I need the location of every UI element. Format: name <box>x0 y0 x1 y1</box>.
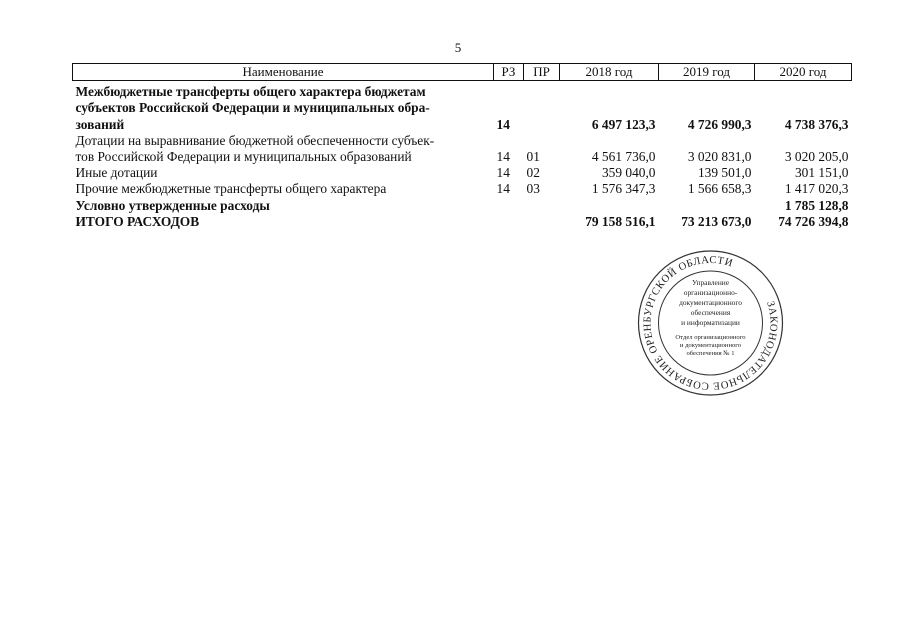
row-2018 <box>560 198 659 214</box>
row-2018: 1 576 347,3 <box>591 181 656 197</box>
row-name-line: Прочие межбюджетные трансферты общего характера <box>75 181 387 197</box>
header-2020: 2020 год <box>755 64 852 81</box>
stamp-inner-line: и информатизации <box>681 318 740 327</box>
header-2018: 2018 год <box>560 64 659 81</box>
page-number: 5 <box>454 40 462 55</box>
table-row <box>73 214 852 230</box>
row-2020: 301 151,0 <box>794 165 849 181</box>
row-rz <box>494 198 524 214</box>
row-2020: 74 726 394,8 <box>778 213 849 229</box>
row-rz: 14 <box>496 116 510 132</box>
row-name-line: субъектов Российской Федерации и муниципальных обра- <box>75 100 430 116</box>
row-rz: 14 <box>496 181 510 197</box>
row-pr <box>524 214 560 230</box>
row-2019 <box>659 198 755 214</box>
row-2020: 1 785 128,8 <box>784 197 849 213</box>
row-name <box>73 133 494 165</box>
official-stamp <box>636 249 785 397</box>
row-2018: 79 158 516,1 <box>585 213 656 229</box>
budget-table <box>72 63 852 230</box>
table-header-row <box>73 64 852 81</box>
row-2019: 1 566 658,3 <box>687 181 752 197</box>
row-name-line: ИТОГО РАСХОДОВ <box>75 213 200 229</box>
stamp-inner-line: обеспечения <box>690 308 731 317</box>
row-2019: 4 726 990,3 <box>687 116 752 132</box>
stamp-inner-line: организационно- <box>683 288 738 297</box>
header-pr: ПР <box>524 64 560 81</box>
header-rz: РЗ <box>494 64 524 81</box>
row-pr: 02 <box>526 165 540 181</box>
stamp-bottom-line: обеспечения № 1 <box>686 350 735 357</box>
row-2019: 73 213 673,0 <box>681 213 752 229</box>
row-pr <box>524 198 560 214</box>
row-rz: 14 <box>496 165 510 181</box>
row-rz: 14 <box>496 149 510 165</box>
row-pr: 03 <box>526 181 540 197</box>
row-name-line: тов Российской Федерации и муниципальных образований <box>75 149 412 165</box>
row-name <box>73 181 494 197</box>
table-row <box>73 165 852 181</box>
stamp-ring-text: ЗАКОНОДАТЕЛЬНОЕ СОБРАНИЕ ОРЕНБУРГСКОЙ ОБЛАСТИ <box>642 254 779 392</box>
row-name <box>73 214 494 230</box>
row-name <box>73 165 494 181</box>
row-name <box>73 198 494 214</box>
row-name-line: Межбюджетные трансферты общего характера бюджетам <box>75 84 426 100</box>
row-2020: 3 020 205,0 <box>784 149 849 165</box>
stamp-bottom-line: Отдел организационного <box>675 334 746 341</box>
row-name-line: Дотации на выравнивание бюджетной обеспеченности субъек- <box>75 132 435 148</box>
row-name-line: зований <box>75 116 125 132</box>
row-name-line: Иные дотации <box>75 165 158 181</box>
row-pr: 01 <box>526 149 540 165</box>
row-rz <box>494 214 524 230</box>
row-2020: 4 738 376,3 <box>784 116 849 132</box>
stamp-inner-line: Управление <box>691 278 730 287</box>
row-2020: 1 417 020,3 <box>784 181 849 197</box>
row-2018: 359 040,0 <box>601 165 656 181</box>
row-name <box>73 81 494 133</box>
header-2019: 2019 год <box>659 64 755 81</box>
stamp-inner-line: документационного <box>679 298 742 307</box>
header-name: Наименование <box>73 64 494 81</box>
table-row <box>73 81 852 133</box>
row-2018: 4 561 736,0 <box>591 149 656 165</box>
row-2018: 6 497 123,3 <box>591 116 656 132</box>
table-row <box>73 133 852 165</box>
stamp-bottom-line: и документационного <box>679 342 742 349</box>
row-name-line: Условно утвержденные расходы <box>75 197 270 213</box>
row-2019: 3 020 831,0 <box>687 149 752 165</box>
table-row <box>73 198 852 214</box>
row-2019: 139 501,0 <box>697 165 752 181</box>
table-row <box>73 181 852 197</box>
row-pr <box>524 81 560 133</box>
